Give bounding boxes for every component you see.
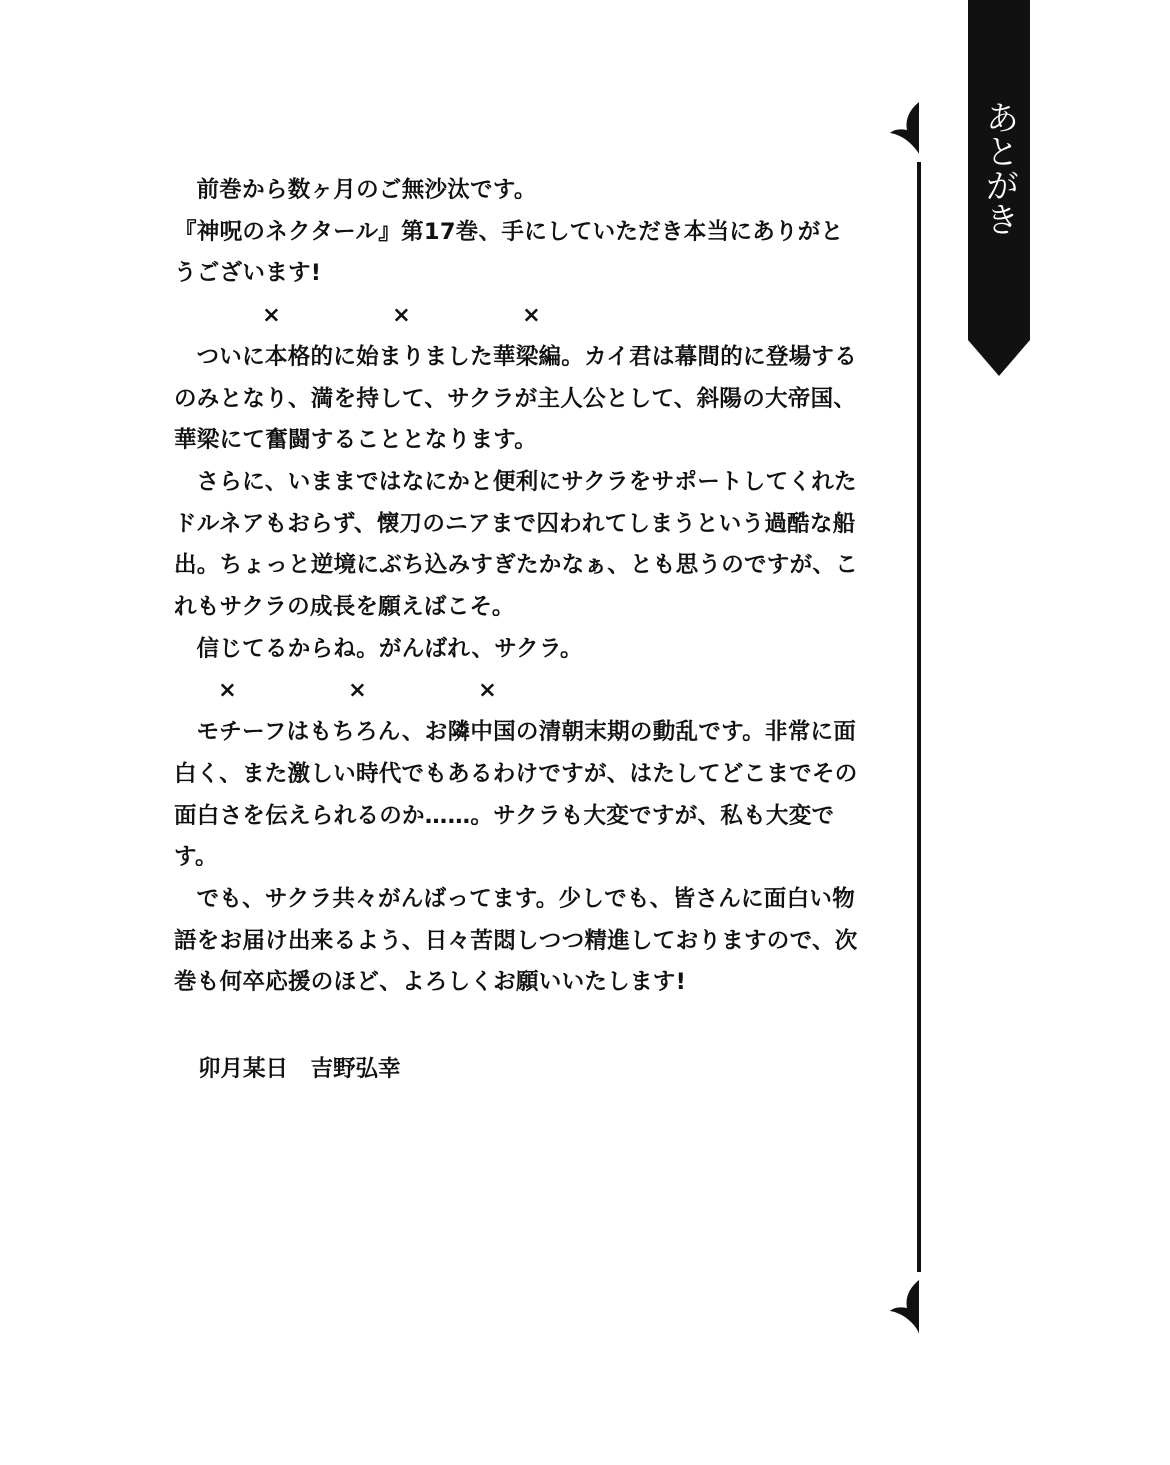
separator-mark: × bbox=[262, 302, 282, 329]
separator-mark: × bbox=[218, 677, 238, 704]
separator-mark: × bbox=[478, 677, 498, 704]
separator-mark: × bbox=[392, 302, 412, 329]
paragraph: 信じてるからね。がんばれ、サクラ。 bbox=[196, 635, 583, 662]
signature bbox=[198, 1049, 401, 1090]
section-separator bbox=[174, 295, 864, 337]
separator-mark: × bbox=[348, 677, 368, 704]
signature-author: 吉野弘幸 bbox=[310, 1056, 401, 1082]
signature-date: 卯月某日 bbox=[198, 1056, 289, 1082]
paragraph: 『神呪のネクタール』第17巻、手にしていただき本当にありがとうございます! bbox=[174, 218, 844, 287]
separator-mark: × bbox=[522, 302, 542, 329]
afterword-body bbox=[174, 170, 864, 1004]
chapter-tab-label: あとがき bbox=[979, 100, 1019, 236]
paragraph: さらに、いままではなにかと便利にサクラをサポートしてくれたドルネアもおらず、懐刀のニアまで囚われてしまうという過酷な船出。ちょっと逆境にぶち込みすぎたかなぁ、とも思うのですが、これもサクラの成長を願えばこそ。 bbox=[174, 468, 859, 621]
paragraph: モチーフはもちろん、お隣中国の清朝末期の動乱です。非常に面白く、また激しい時代でもあるわけですが、はたしてどこまでその面白さを伝えられるのか……。サクラも大変ですが、私も大変です。 bbox=[174, 719, 858, 871]
chapter-tab bbox=[964, 0, 1034, 378]
ornamental-divider bbox=[885, 100, 930, 1340]
section-separator bbox=[174, 670, 864, 712]
paragraph: 前巻から数ヶ月のご無沙汰です。 bbox=[196, 177, 537, 203]
paragraph: でも、サクラ共々がんばってます。少しでも、皆さんに面白い物語をお届け出来るよう、日々苦悶しつつ精進しておりますので、次巻も何卒応援のほど、よろしくお願いいたします! bbox=[174, 885, 858, 996]
paragraph: ついに本格的に始まりました華梁編。カイ君は幕間的に登場するのみとなり、満を持して、サクラが主人公として、斜陽の大帝国、華梁にて奮闘することとなります。 bbox=[174, 343, 858, 454]
